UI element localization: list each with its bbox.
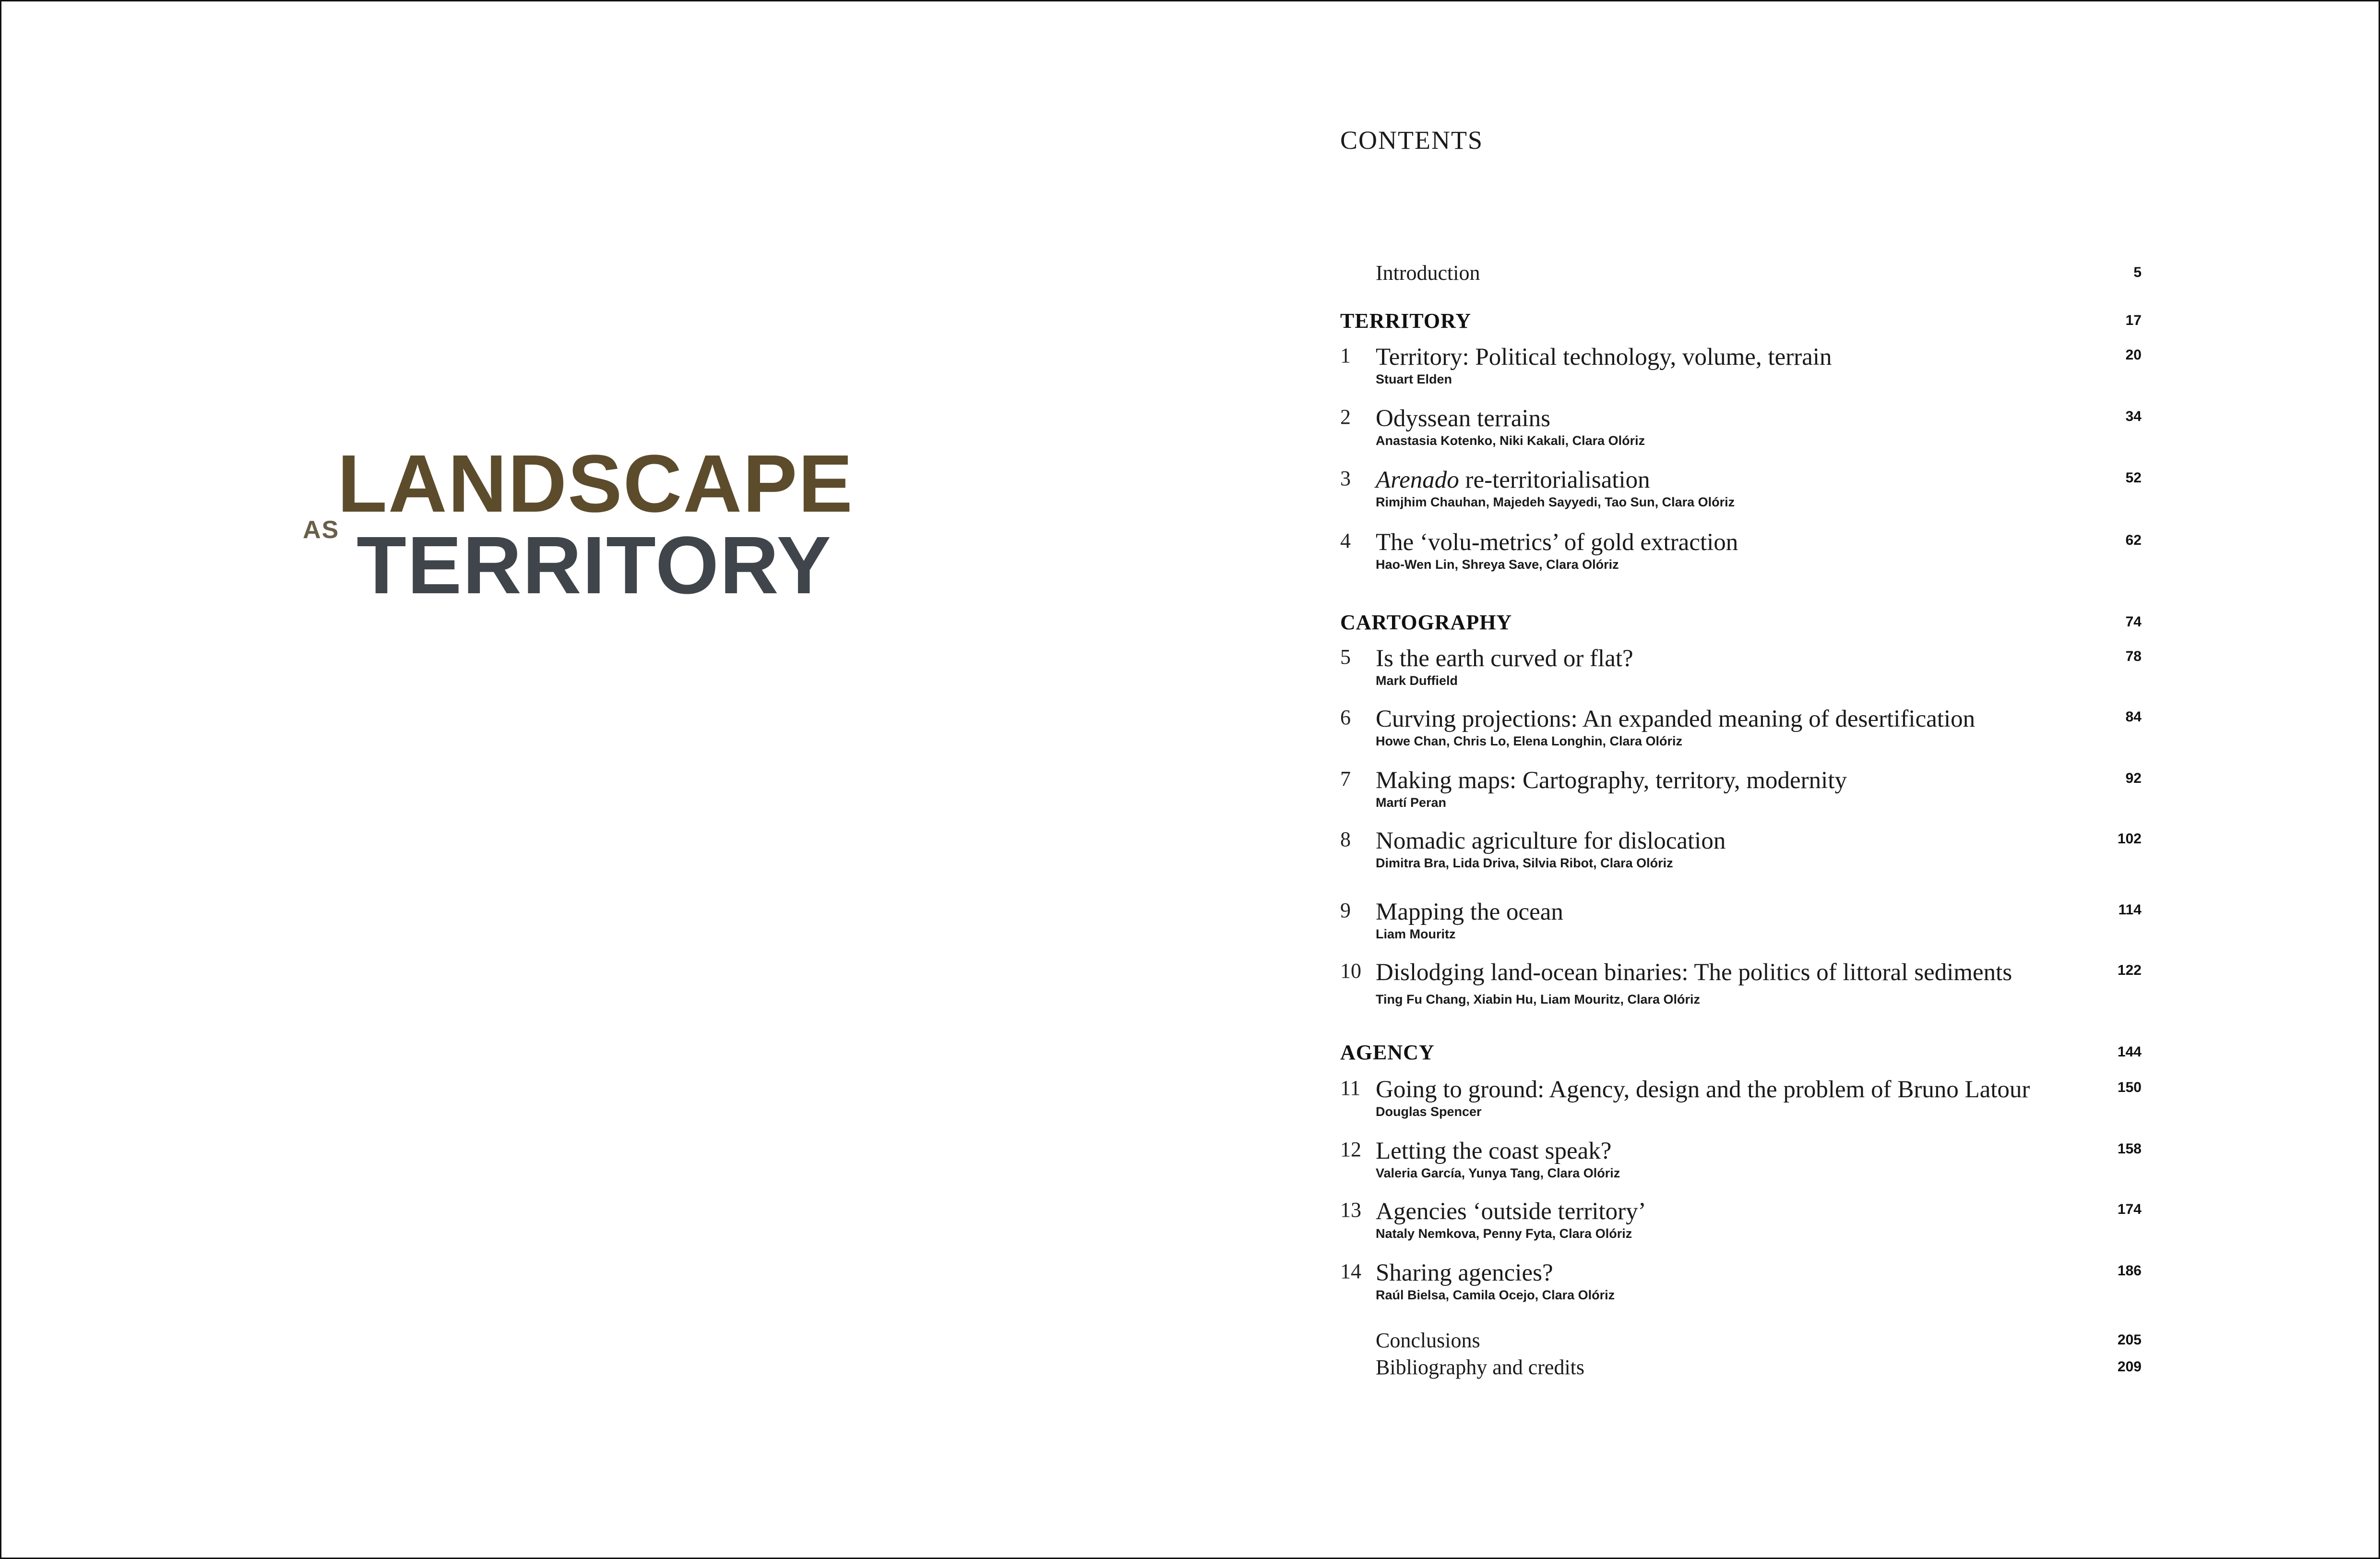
toc-entry-authors: Rimjhim Chauhan, Majedeh Sayyedi, Tao Sun, Clara Olóriz bbox=[1376, 495, 1735, 509]
toc-chapter-8[interactable] bbox=[1340, 827, 2142, 870]
toc-page-number: 5 bbox=[2133, 264, 2142, 280]
toc-chapter-6[interactable] bbox=[1340, 705, 2142, 748]
toc-chapter-number: 13 bbox=[1340, 1198, 1361, 1222]
toc-page-number: 114 bbox=[2118, 902, 2142, 918]
toc-section-title: TERRITORY bbox=[1340, 309, 1472, 333]
toc-entry-bibliography[interactable] bbox=[1340, 1355, 2142, 1384]
toc-entry-authors: Stuart Elden bbox=[1376, 372, 1452, 386]
toc-chapter-number: 1 bbox=[1340, 344, 1351, 367]
toc-chapter-number: 6 bbox=[1340, 706, 1351, 729]
toc-entry-title: Mapping the ocean bbox=[1376, 899, 1563, 925]
title-word-as: AS bbox=[303, 516, 340, 544]
toc-entry-authors: Hao-Wen Lin, Shreya Save, Clara Olóriz bbox=[1376, 557, 1619, 572]
toc-chapter-9[interactable] bbox=[1340, 898, 2142, 941]
title-word-landscape: LANDSCAPE bbox=[337, 438, 854, 529]
toc-entry-authors: Ting Fu Chang, Xiabin Hu, Liam Mouritz, Clara Olóriz bbox=[1376, 992, 1701, 1007]
toc-entry-authors: Mark Duffield bbox=[1376, 673, 1458, 688]
toc-entry-title: Conclusions bbox=[1376, 1329, 1480, 1352]
toc-chapter-2[interactable] bbox=[1340, 405, 2142, 448]
toc-entry-title: Odyssean terrains bbox=[1376, 405, 1550, 432]
toc-entry-title bbox=[1376, 466, 1650, 494]
toc-entry-conclusions[interactable] bbox=[1340, 1328, 2142, 1357]
toc-entry-title: Sharing agencies? bbox=[1376, 1259, 1553, 1286]
toc-entry-introduction[interactable] bbox=[1340, 261, 2142, 289]
toc-section-agency[interactable] bbox=[1340, 1040, 2142, 1069]
toc-chapter-11[interactable] bbox=[1340, 1076, 2142, 1119]
toc-page-number: 34 bbox=[2125, 408, 2142, 424]
toc-entry-authors: Valeria García, Yunya Tang, Clara Olóriz bbox=[1376, 1166, 1620, 1180]
toc-page-number: 158 bbox=[2117, 1141, 2142, 1157]
toc-entry-authors: Dimitra Bra, Lida Driva, Silvia Ribot, Clara Olóriz bbox=[1376, 856, 1673, 870]
toc-entry-title: Curving projections: An expanded meaning of desertification bbox=[1376, 706, 1975, 732]
toc-entry-title: The ‘volu-metrics’ of gold extraction bbox=[1376, 529, 1738, 556]
toc-chapter-12[interactable] bbox=[1340, 1137, 2142, 1180]
toc-entry-title: Agencies ‘outside territory’ bbox=[1376, 1198, 1646, 1225]
toc-chapter-number: 10 bbox=[1340, 959, 1361, 983]
toc-section-cartography[interactable] bbox=[1340, 610, 2142, 639]
toc-entry-title: Nomadic agriculture for dislocation bbox=[1376, 827, 1726, 854]
toc-chapter-number: 7 bbox=[1340, 767, 1351, 791]
toc-page-number: 17 bbox=[2125, 312, 2142, 328]
toc-chapter-10[interactable] bbox=[1340, 959, 2142, 1007]
toc-chapter-number: 9 bbox=[1340, 899, 1351, 922]
toc-entry-title: Bibliography and credits bbox=[1376, 1355, 1585, 1379]
toc-page-number: 102 bbox=[2117, 831, 2142, 847]
toc-chapter-13[interactable] bbox=[1340, 1198, 2142, 1241]
toc-chapter-number: 4 bbox=[1340, 529, 1351, 552]
toc-chapter-3[interactable] bbox=[1340, 466, 2142, 509]
toc-entry-title: Introduction bbox=[1376, 261, 1480, 285]
toc-entry-title: Making maps: Cartography, territory, modernity bbox=[1376, 767, 1847, 794]
toc-page-number: 78 bbox=[2125, 648, 2142, 664]
toc-entry-authors: Martí Peran bbox=[1376, 795, 1447, 810]
toc-page-number: 52 bbox=[2125, 470, 2142, 486]
table-of-contents bbox=[1340, 1, 2156, 1559]
toc-chapter-number: 8 bbox=[1340, 827, 1351, 851]
contents-heading: CONTENTS bbox=[1340, 126, 1483, 155]
toc-entry-title: Territory: Political technology, volume, terrain bbox=[1376, 344, 1832, 371]
toc-section-title: AGENCY bbox=[1340, 1041, 1435, 1064]
toc-chapter-number: 12 bbox=[1340, 1138, 1361, 1161]
toc-page-number: 84 bbox=[2125, 709, 2142, 725]
toc-page-number: 62 bbox=[2125, 532, 2142, 548]
toc-chapter-4[interactable] bbox=[1340, 528, 2142, 572]
toc-entry-authors: Raúl Bielsa, Camila Ocejo, Clara Olóriz bbox=[1376, 1288, 1615, 1302]
toc-entry-title-italic: Arenado bbox=[1376, 467, 1459, 493]
toc-chapter-14[interactable] bbox=[1340, 1259, 2142, 1302]
toc-entry-title: Dislodging land-ocean binaries: The politics of littoral sediments bbox=[1376, 959, 2012, 986]
toc-chapter-number: 11 bbox=[1340, 1076, 1361, 1100]
toc-chapter-5[interactable] bbox=[1340, 645, 2142, 688]
toc-chapter-1[interactable] bbox=[1340, 343, 2142, 386]
toc-page-number: 174 bbox=[2117, 1201, 2142, 1217]
toc-page-number: 205 bbox=[2117, 1332, 2142, 1348]
toc-page-number: 20 bbox=[2125, 347, 2142, 363]
toc-page-number: 150 bbox=[2117, 1079, 2142, 1095]
book-title bbox=[299, 424, 875, 616]
toc-entry-title-rest: re-territorialisation bbox=[1459, 467, 1650, 493]
toc-entry-authors: Nataly Nemkova, Penny Fyta, Clara Olóriz bbox=[1376, 1226, 1632, 1241]
toc-section-territory[interactable] bbox=[1340, 309, 2142, 337]
toc-entry-title: Is the earth curved or flat? bbox=[1376, 645, 1633, 672]
toc-section-title: CARTOGRAPHY bbox=[1340, 611, 1512, 634]
toc-chapter-number: 5 bbox=[1340, 645, 1351, 669]
toc-entry-authors: Liam Mouritz bbox=[1376, 927, 1456, 941]
toc-entry-title: Going to ground: Agency, design and the problem of Bruno Latour bbox=[1376, 1076, 2030, 1103]
toc-page-number: 92 bbox=[2125, 770, 2142, 786]
toc-chapter-number: 2 bbox=[1340, 405, 1351, 429]
toc-page-number: 186 bbox=[2117, 1263, 2142, 1279]
toc-entry-title: Letting the coast speak? bbox=[1376, 1138, 1612, 1164]
toc-chapter-7[interactable] bbox=[1340, 767, 2142, 810]
toc-entry-authors: Howe Chan, Chris Lo, Elena Longhin, Clara Olóriz bbox=[1376, 734, 1683, 748]
toc-page-number: 122 bbox=[2117, 962, 2142, 978]
toc-chapter-number: 3 bbox=[1340, 467, 1351, 490]
toc-entry-authors: Douglas Spencer bbox=[1376, 1104, 1482, 1119]
title-word-territory: TERRITORY bbox=[357, 520, 832, 611]
toc-entry-authors: Anastasia Kotenko, Niki Kakali, Clara Olóriz bbox=[1376, 433, 1645, 448]
toc-page-number: 74 bbox=[2125, 614, 2142, 630]
toc-chapter-number: 14 bbox=[1340, 1259, 1361, 1283]
toc-page-number: 209 bbox=[2117, 1359, 2142, 1375]
toc-page-number: 144 bbox=[2117, 1044, 2142, 1060]
